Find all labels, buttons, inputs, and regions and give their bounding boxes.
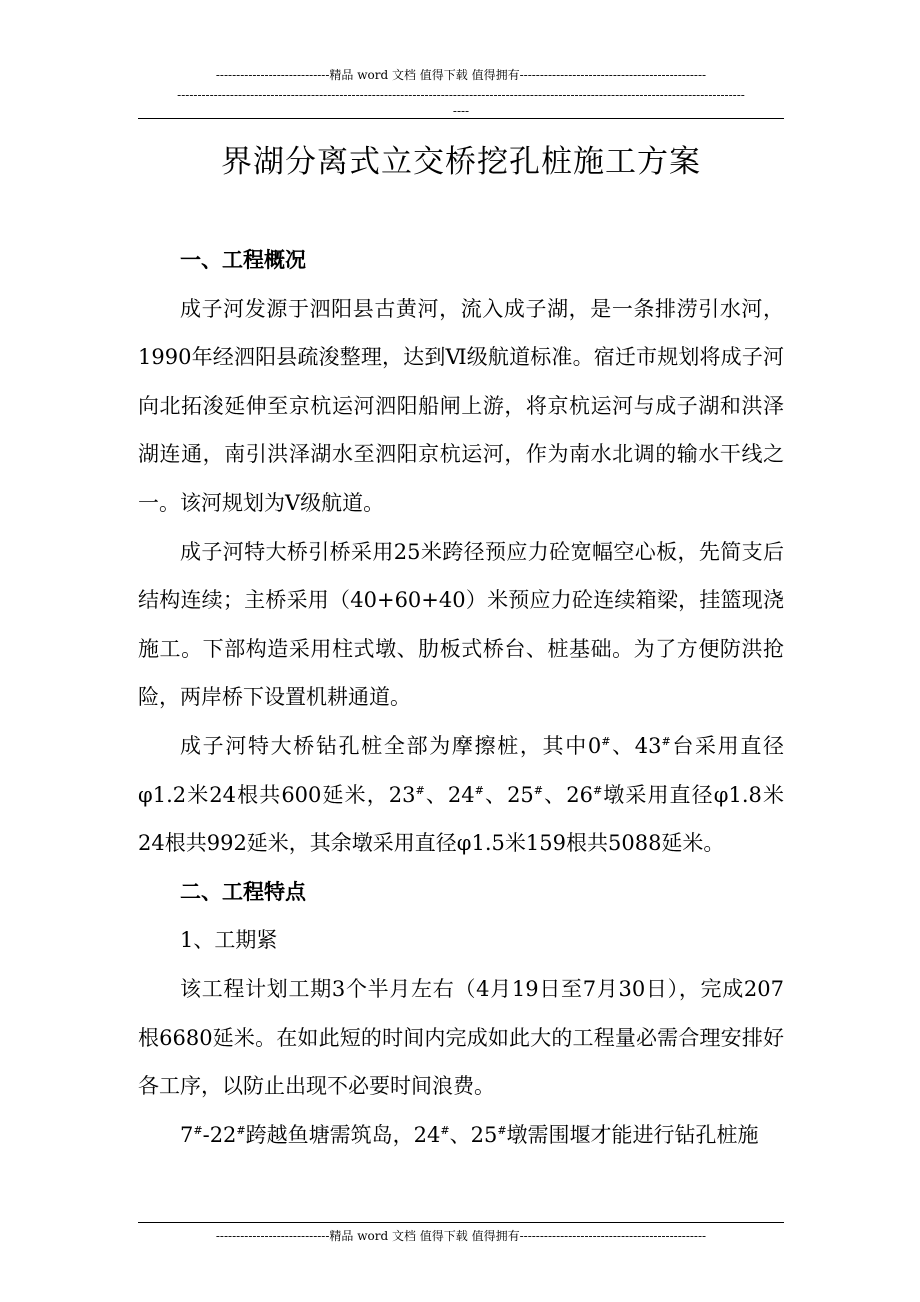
text-run: 、26: [543, 782, 593, 807]
text-run: 台采用直径φ1.2米24根共600延米，23: [138, 733, 784, 807]
superscript-mark: #: [533, 783, 544, 797]
text-run: 、25: [449, 1122, 498, 1147]
footer-rule: [138, 1222, 784, 1223]
text-run: 、24: [424, 782, 475, 807]
section-heading-overview: 一、工程概况: [180, 248, 306, 272]
text-run: 7: [180, 1122, 194, 1147]
text-run: 墩采用直径φ1.8米24根共992延米，其余墩采用直径φ1.5米159根共5088延米。: [138, 782, 784, 856]
superscript-mark: #: [497, 1123, 507, 1137]
section-heading-features: 二、工程特点: [180, 879, 306, 904]
text-run: 墩需围堰才能进行钻孔桩施: [506, 1122, 759, 1147]
superscript-mark: #: [236, 1123, 246, 1137]
text-run: 跨越鱼塘需筑岛，24: [245, 1122, 441, 1147]
paragraph-island-cofferdam: [138, 1111, 784, 1160]
text-run: -22: [202, 1122, 237, 1147]
text-run: 、25: [483, 782, 534, 807]
superscript-mark: #: [415, 783, 425, 797]
paragraph-bridge-structure: 成子河特大桥引桥采用25米跨径预应力砼宽幅空心板，先简支后结构连续；主桥采用（40+60+40）米预应力砼连续箱梁，挂篮现浇施工。下部构造采用柱式墩、肋板式桥台、桩基础。为了方便防洪抢险，两岸桥下设置机耕通道。: [138, 539, 784, 710]
superscript-mark: #: [193, 1123, 203, 1137]
paragraph-river-overview: 成子河发源于泗阳县古黄河，流入成子湖，是一条排涝引水河，1990年经泗阳县疏浚整理，达到Ⅵ级航道标准。宿迁市规划将成子河向北拓浚延伸至京杭运河泗阳船闸上游，将京杭运河与成子湖和洪泽湖连通，南引洪泽湖水至泗阳京杭运河，作为南水北调的输水干线之一。该河规划为Ⅴ级航道。: [138, 296, 784, 515]
footer-text: ----------------------------精品 word 文档 值得下载 值得拥有----------------------------------------------: [215, 1229, 707, 1243]
superscript-mark: #: [661, 734, 671, 748]
text-run: 、43: [610, 733, 662, 758]
header-text: ----------------------------精品 word 文档 值得下载 值得拥有----------------------------------------------: [215, 68, 707, 82]
header-dash-line: --------------------------------------------------------------------------------------------------------------------------------------------: [177, 88, 745, 102]
subheading-tight-schedule: 1、工期紧: [180, 928, 278, 953]
superscript-mark: #: [601, 734, 611, 748]
paragraph-schedule: 该工程计划工期3个半月左右（4月19日至7月30日），完成207根6680延米。在如此短的时间内完成如此大的工程量必需合理安排好各工序，以防止出现不必要时间浪费。: [138, 976, 784, 1099]
superscript-mark: #: [592, 783, 603, 797]
header-rule: [138, 118, 784, 119]
header-dash-tail: ----: [452, 104, 470, 118]
document-body: [138, 236, 784, 1159]
text-run: 成子河特大桥钻孔桩全部为摩擦桩，其中0: [180, 733, 602, 758]
paragraph-pile-details: [138, 722, 784, 868]
superscript-mark: #: [474, 783, 484, 797]
superscript-mark: #: [440, 1123, 450, 1137]
document-title: 界湖分离式立交桥挖孔桩施工方案: [221, 144, 701, 180]
